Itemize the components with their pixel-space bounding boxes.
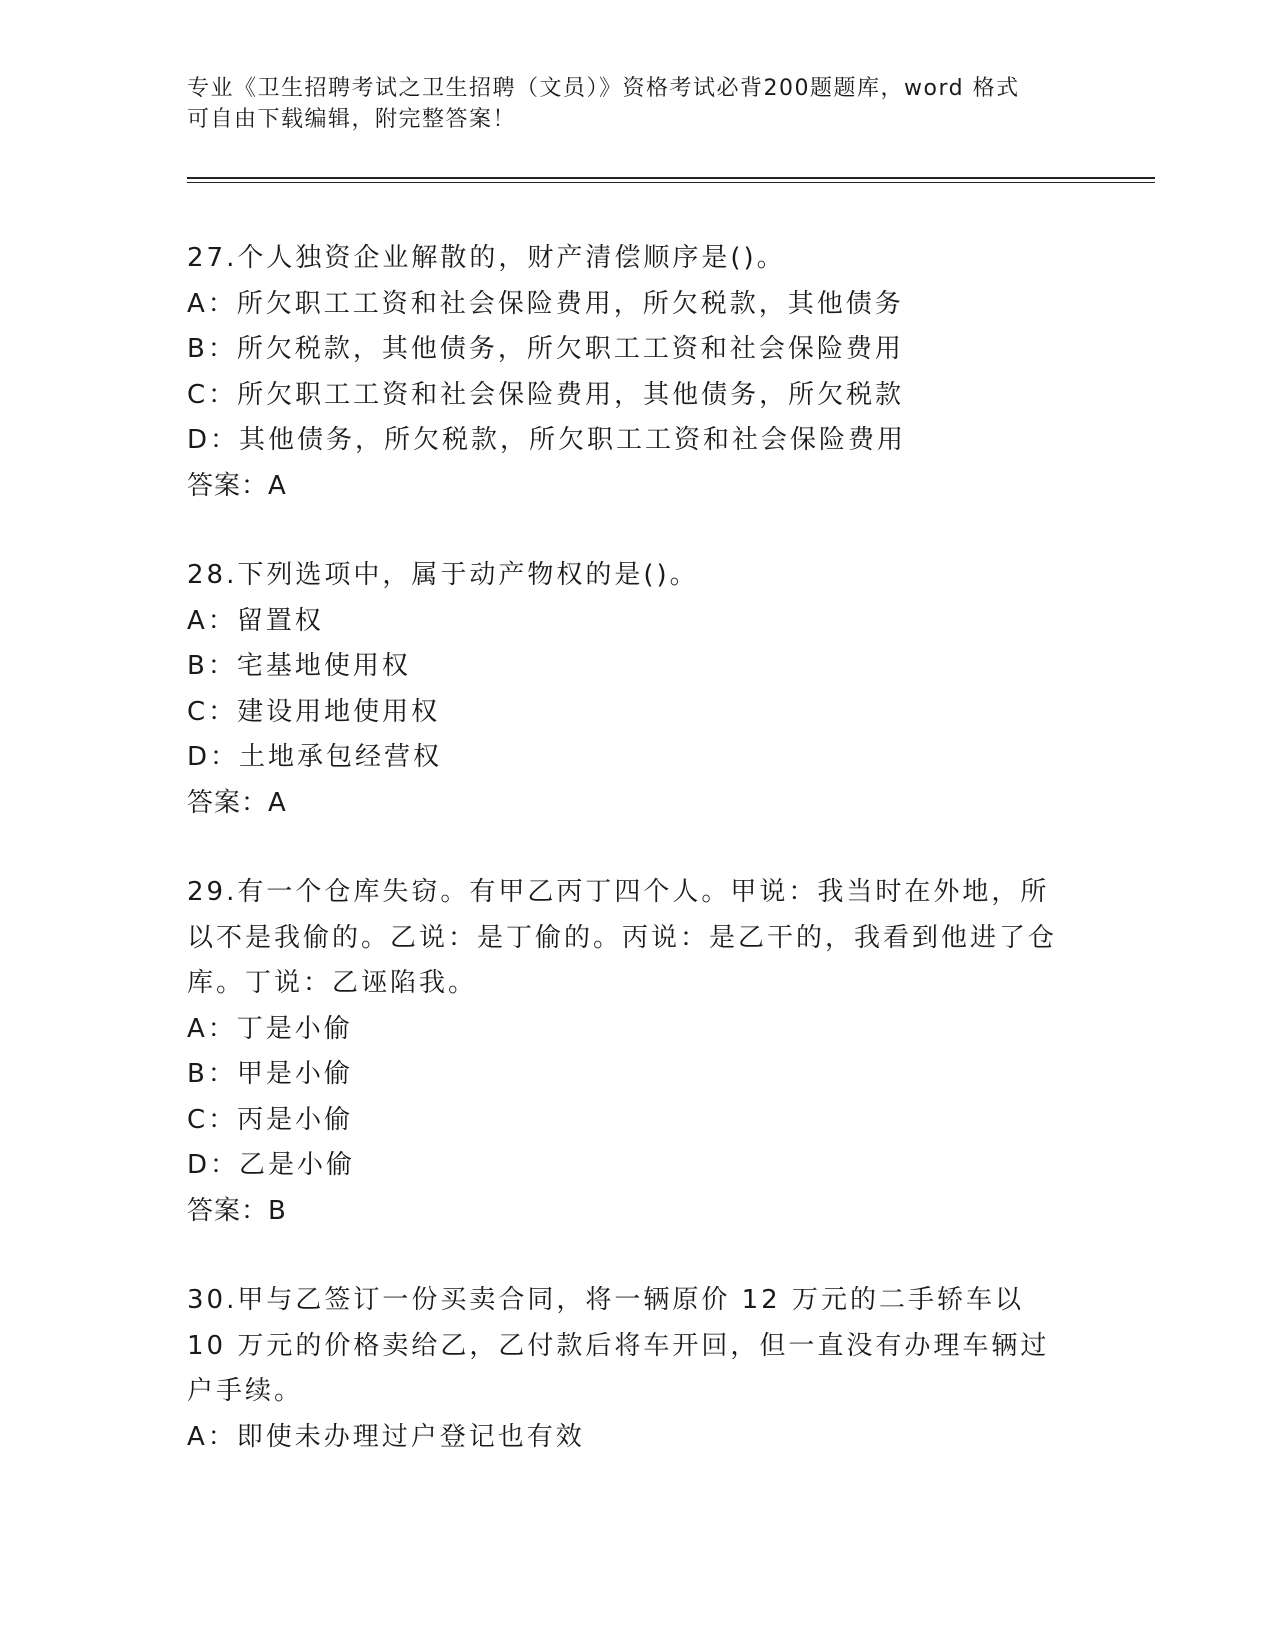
question-text: 27.个人独资企业解散的，财产清偿顺序是()。: [187, 243, 786, 273]
option-d: D：土地承包经营权: [187, 742, 443, 772]
question-28: [187, 553, 1087, 826]
header-divider-thin: [187, 182, 1155, 183]
header-divider: [187, 177, 1155, 179]
option-c: C：所欠职工工资和社会保险费用，其他债务，所欠税款: [187, 379, 905, 410]
option-d: D：其他债务，所欠税款，所欠职工工资和社会保险费用: [187, 425, 907, 455]
option-a: A：即使未办理过户登记也有效: [187, 1421, 585, 1452]
answer: 答案：A: [187, 787, 287, 818]
question-30: [187, 1278, 1087, 1460]
option-a: A：留置权: [187, 605, 324, 636]
question-text: 28.下列选项中，属于动产物权的是()。: [187, 560, 699, 590]
document-header: [187, 73, 1087, 135]
question-list: [187, 236, 1087, 1504]
answer: 答案：A: [187, 470, 287, 501]
answer: 答案：B: [187, 1195, 287, 1226]
header-line-1: 专业《卫生招聘考试之卫生招聘（文员）》资格考试必背200题题库，word 格式: [187, 76, 1020, 101]
option-b: B：所欠税款，其他债务，所欠职工工资和社会保险费用: [187, 334, 904, 364]
header-line-2: 可自由下载编辑，附完整答案！: [187, 107, 517, 132]
option-a: A：所欠职工工资和社会保险费用，所欠税款，其他债务: [187, 288, 904, 319]
question-text: 29.有一个仓库失窃。有甲乙丙丁四个人。甲说：我当时在外地，所以不是我偷的。乙说：是丁偷的。丙说：是乙干的，我看到他进了仓库。丁说：乙诬陷我。: [187, 877, 1058, 998]
option-c: C：建设用地使用权: [187, 696, 441, 727]
option-c: C：丙是小偷: [187, 1104, 354, 1135]
option-b: B：宅基地使用权: [187, 651, 411, 681]
option-b: B：甲是小偷: [187, 1059, 353, 1089]
question-27: [187, 236, 1087, 509]
option-d: D：乙是小偷: [187, 1150, 356, 1180]
question-text: 30.甲与乙签订一份买卖合同，将一辆原价 12 万元的二手轿车以 10 万元的价格卖给乙，乙付款后将车开回，但一直没有办理车辆过户手续。: [187, 1285, 1050, 1406]
option-a: A：丁是小偷: [187, 1013, 353, 1044]
question-29: [187, 870, 1087, 1234]
